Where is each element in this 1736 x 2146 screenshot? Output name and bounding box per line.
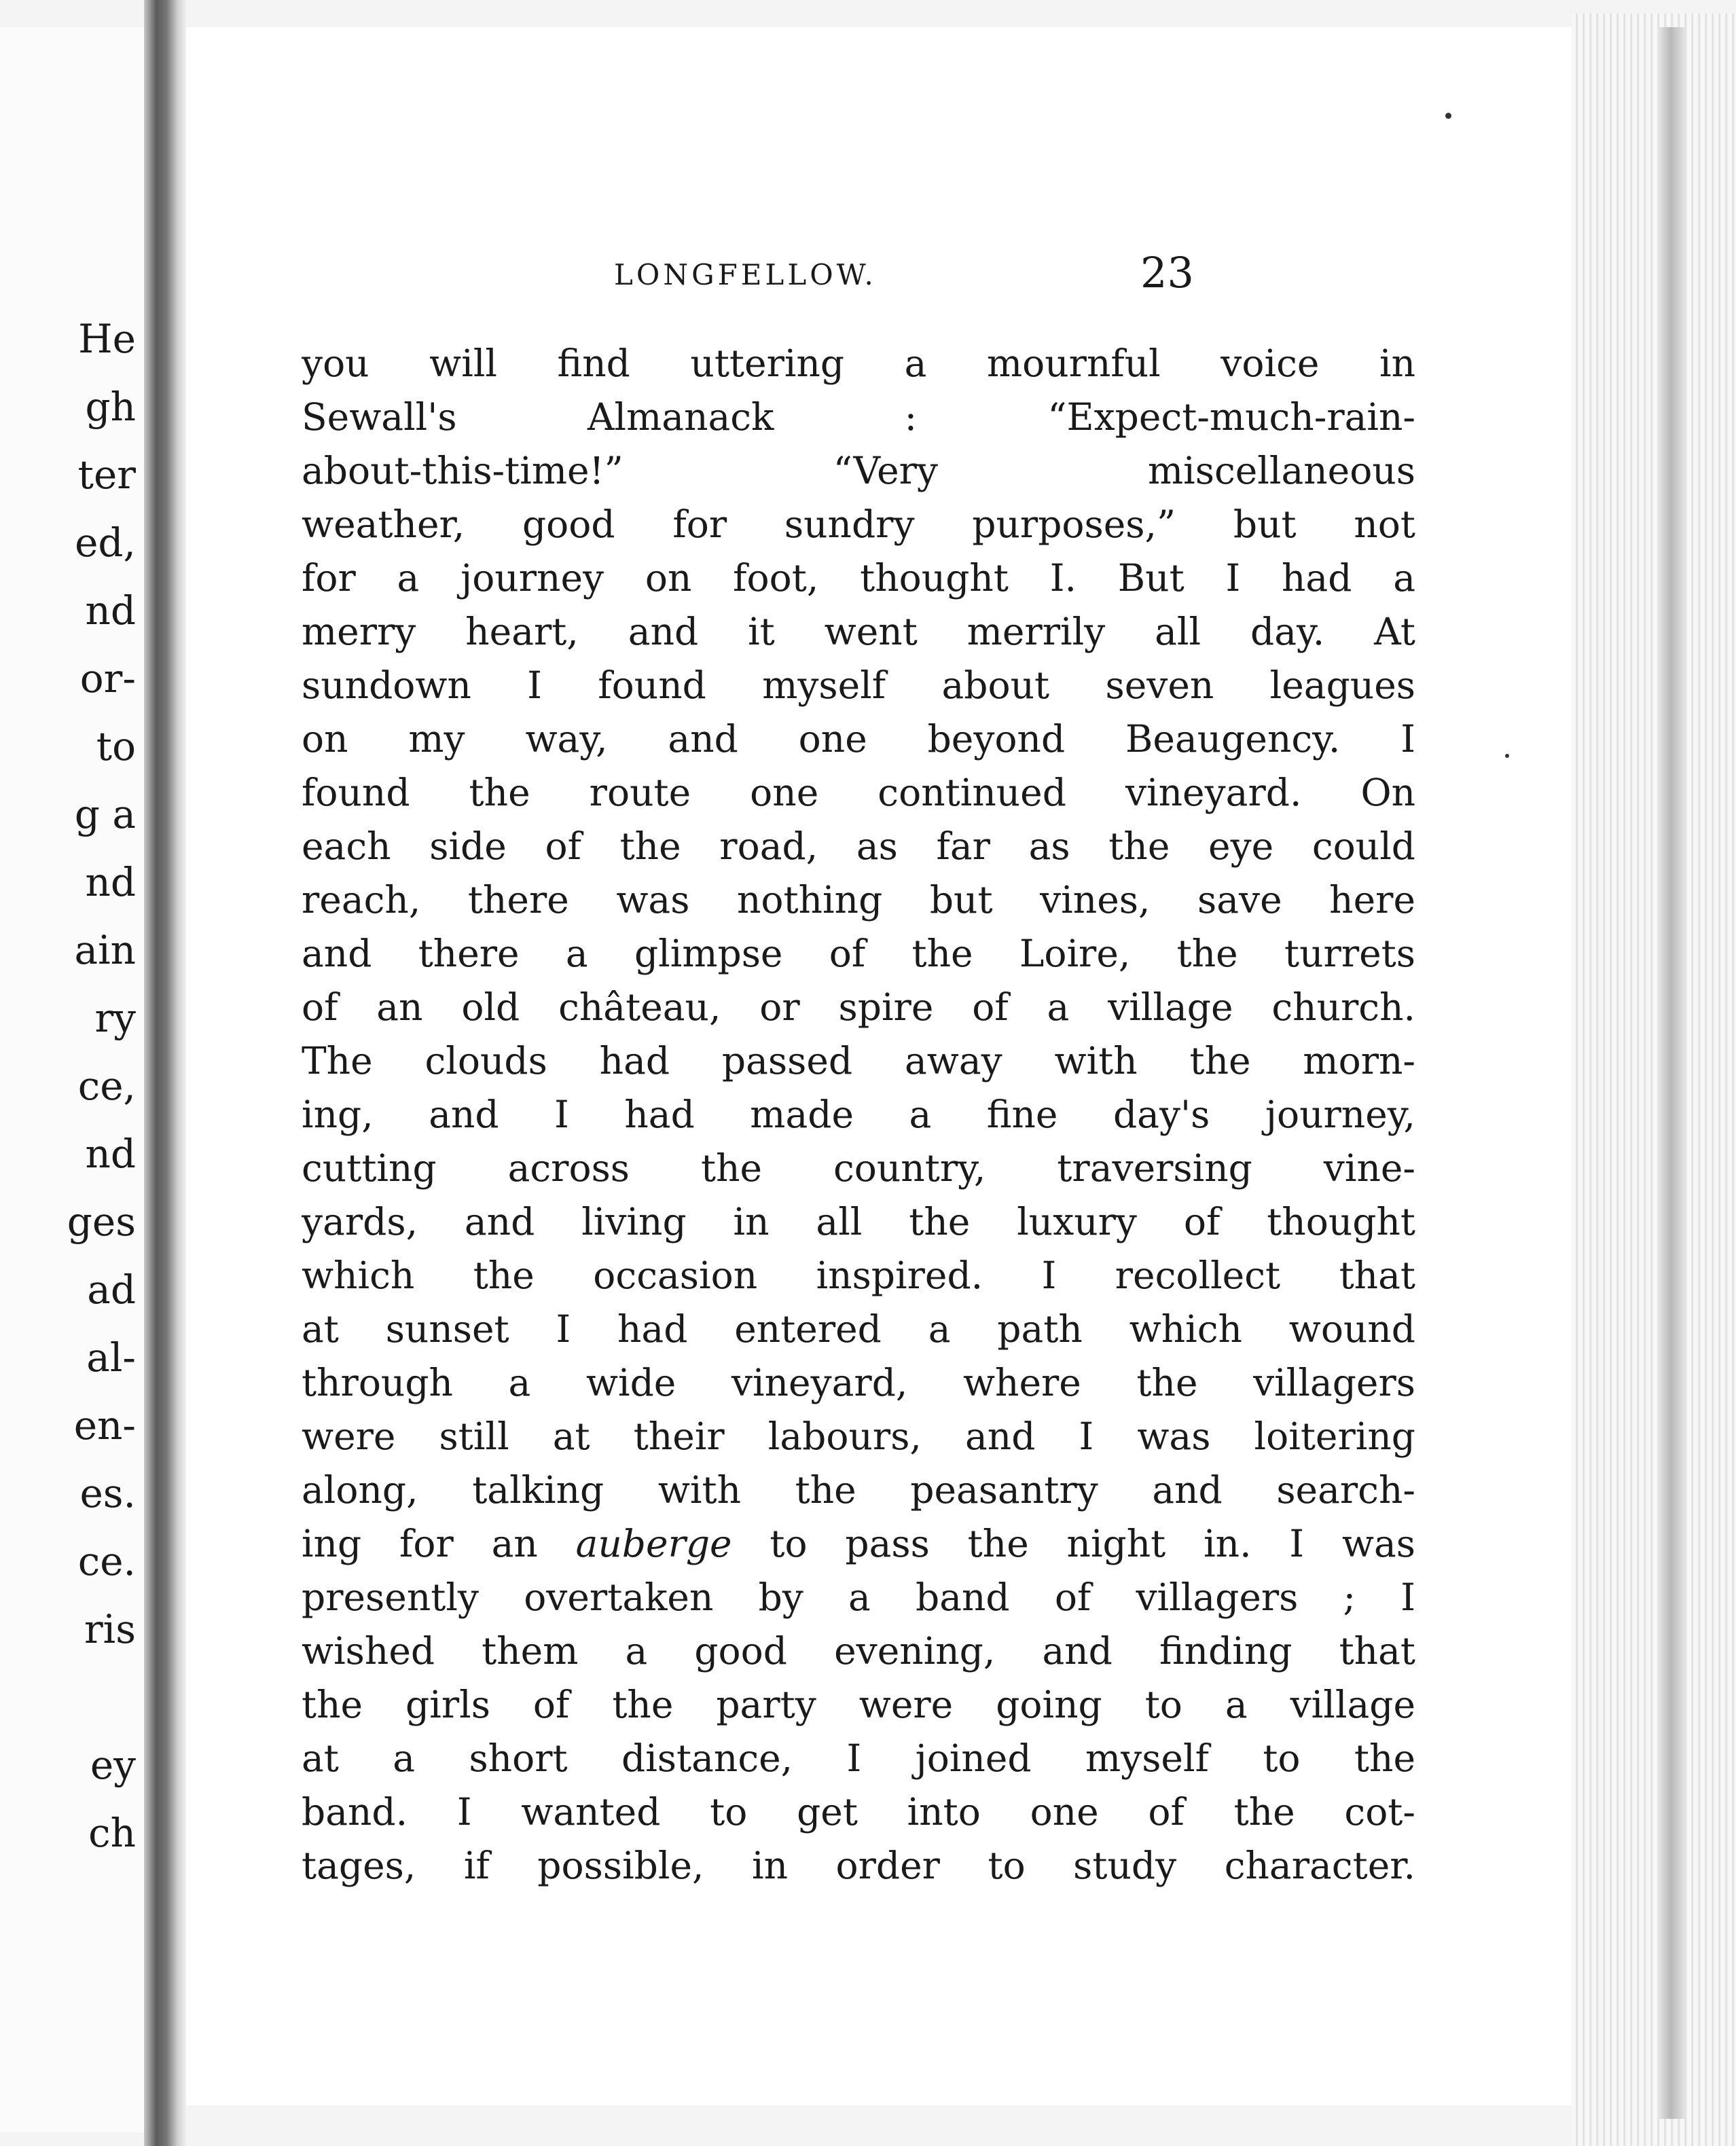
left-page-fragment: ey (90, 1742, 136, 1788)
text-line: The clouds had passed away with the morn- (302, 1039, 1415, 1083)
text-line: each side of the road, as far as the eye could (302, 824, 1415, 868)
left-page-fragment: ges (67, 1199, 136, 1245)
text-line: cutting across the country, traversing vine- (302, 1146, 1415, 1190)
speck (1505, 754, 1509, 758)
text-line: reach, there was nothing but vines, save here (302, 878, 1415, 922)
text-line: ing for an auberge to pass the night in. I was (302, 1522, 1415, 1565)
text-line: about-this-time!” “Very miscellaneous (302, 449, 1415, 492)
text-line: at sunset I had entered a path which wound (302, 1307, 1415, 1351)
page-stack-edge (1572, 14, 1736, 2146)
body-text (302, 337, 1415, 1893)
left-page-fragment: es. (79, 1470, 136, 1516)
text-line: which the occasion inspired. I recollect that (302, 1254, 1415, 1297)
text-line: and there a glimpse of the Loire, the turrets (302, 932, 1415, 975)
left-page-fragment: He (78, 316, 136, 362)
left-page-fragment: nd (85, 587, 136, 634)
text-line: yards, and living in all the luxury of thought (302, 1200, 1415, 1243)
left-page-fragment: ter (77, 452, 136, 498)
left-page-fragment: ry (94, 995, 136, 1041)
left-page-fragment: to (96, 723, 136, 769)
text-line: ing, and I had made a fine day's journey, (302, 1093, 1415, 1136)
page-stack-shadow (1657, 27, 1684, 2119)
book-page (186, 27, 1572, 2105)
left-page-fragment: ris (84, 1606, 136, 1652)
left-page-fragment: ce. (77, 1538, 136, 1584)
page-header (186, 248, 1572, 297)
left-page-fragment: g a (74, 791, 136, 837)
text-line: Sewall's Almanack : “Expect-much-rain- (302, 395, 1415, 439)
left-page-fragment: gh (85, 384, 136, 430)
text-line: for a journey on foot, thought I. But I had a (302, 556, 1415, 600)
left-page-fragment: en- (73, 1402, 136, 1449)
page-number: 23 (1140, 248, 1194, 297)
text-line: found the route one continued vineyard. On (302, 771, 1415, 814)
text-line: were still at their labours, and I was loitering (302, 1415, 1415, 1458)
left-page-fragment: ad (87, 1267, 136, 1313)
text-line: sundown I found myself about seven leagues (302, 663, 1415, 707)
text-line: along, talking with the peasantry and search- (302, 1468, 1415, 1512)
text-line: at a short distance, I joined myself to the (302, 1736, 1415, 1780)
left-page-fragment: or- (79, 655, 136, 702)
running-head: LONGFELLOW. (614, 258, 877, 291)
text-line: on my way, and one beyond Beaugency. I (302, 717, 1415, 761)
text-line: you will find uttering a mournful voice in (302, 342, 1415, 385)
italic-word: auberge (575, 1522, 732, 1565)
text-line: weather, good for sundry purposes,” but not (302, 503, 1415, 546)
speck (1445, 113, 1451, 119)
previous-page-edge (0, 27, 144, 2132)
left-page-fragment: ce, (77, 1063, 136, 1109)
left-page-fragment: nd (85, 859, 136, 905)
text-line: the girls of the party were going to a village (302, 1683, 1415, 1726)
left-page-fragment: al- (86, 1334, 136, 1381)
book-gutter (144, 0, 186, 2146)
text-line: through a wide vineyard, where the villagers (302, 1361, 1415, 1404)
text-line: merry heart, and it went merrily all day. At (302, 610, 1415, 653)
text-line: wished them a good evening, and finding that (302, 1629, 1415, 1673)
left-page-fragment: ain (74, 927, 136, 973)
text-line: band. I wanted to get into one of the cot- (302, 1790, 1415, 1834)
text-line: presently overtaken by a band of villagers ; I (302, 1576, 1415, 1619)
text-line: of an old château, or spire of a village church. (302, 985, 1415, 1029)
left-page-fragment: nd (85, 1131, 136, 1177)
left-page-fragment: ch (88, 1810, 136, 1856)
left-page-fragment: ed, (75, 520, 136, 566)
text-line: tages, if possible, in order to study character. (302, 1844, 1415, 1887)
